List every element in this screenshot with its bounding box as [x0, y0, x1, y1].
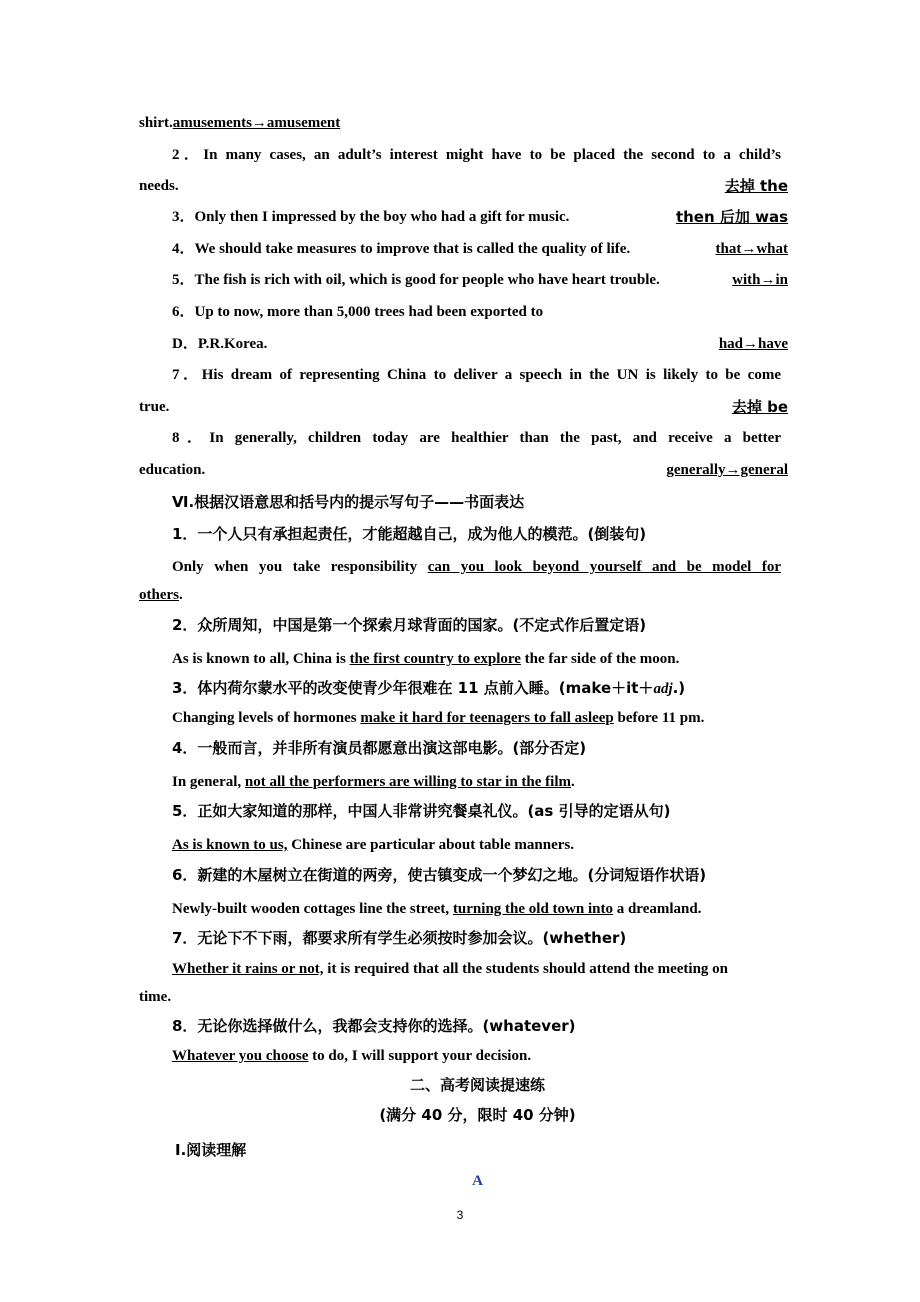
reading-section-heading: Ⅰ.阅读理解	[175, 1141, 247, 1159]
s6-prompt-6: 6．新建的木屋树立在街道的两旁，使古镇变成一个梦幻之地。(分词短语作状语)	[172, 866, 707, 884]
correction-item-4: 4．We should take measures to improve that is called the quality of life.	[172, 241, 631, 257]
s6-answer-2-blank: the first country to explore	[349, 651, 521, 667]
s6-answer-4-blank: not all the performers are willing to star in the film	[244, 774, 571, 790]
correction-answer-3: then 后加 was	[675, 208, 788, 226]
correction-item-7-cont: true.	[139, 399, 170, 415]
passage-label: A	[472, 1173, 483, 1189]
correction-item-6-cont: D．P.R.Korea.	[172, 336, 268, 352]
correction-answer-5: with→in	[732, 272, 788, 288]
correction-item-5: 5．The fish is rich with oil, which is good for people who have heart trouble.	[172, 272, 660, 288]
s6-answer-7-cont: time.	[139, 989, 172, 1005]
part2-title: 二、高考阅读提速练	[409, 1076, 545, 1094]
correction-answer-4: that→what	[715, 241, 788, 257]
s6-answer-4: In general, not all the performers are willing to star in the film.	[172, 774, 575, 790]
correction-item-2: 2．In many cases, an adult’s interest might have to be placed the second to a child’s	[172, 147, 781, 163]
correction-item-7: 7．His dream of representing China to deliver a speech in the UN is likely to be come	[172, 367, 781, 383]
s6-answer-1-blank: can you look beyond yourself and be model for	[427, 559, 781, 575]
s6-answer-3: Changing levels of hormones make it hard for teenagers to fall asleep before 11 pm.	[172, 710, 705, 726]
correction-item-6: 6．Up to now, more than 5,000 trees had been exported to	[172, 304, 544, 320]
s6-prompt-4: 4．一般而言，并非所有演员都愿意出演这部电影。(部分否定)	[172, 739, 587, 757]
correction-answer-8: generally→general	[666, 462, 788, 478]
s6-answer-1: Only when you take responsibility can you look beyond yourself and be model for	[172, 559, 781, 575]
s6-answer-8: Whatever you choose to do, I will support your decision.	[172, 1048, 532, 1064]
s6-answer-6: Newly-built wooden cottages line the street, turning the old town into a dreamland.	[172, 901, 702, 917]
s6-answer-8-blank: Whatever you choose	[172, 1048, 309, 1064]
section-6-heading: Ⅵ.根据汉语意思和括号内的提示写句子——书面表达	[172, 493, 525, 511]
s6-answer-1-cont: others.	[139, 587, 183, 603]
s6-answer-6-blank: turning the old town into	[452, 901, 613, 917]
s6-prompt-3: 3．体内荷尔蒙水平的改变使青少年很难在 11 点前入睡。(make＋it＋adj.)	[172, 679, 686, 697]
s6-prompt-8: 8．无论你选择做什么，我都会支持你的选择。(whatever)	[172, 1017, 576, 1035]
correction-item-8-cont: education.	[139, 462, 206, 478]
correction-answer-7: 去掉 be	[731, 398, 788, 416]
s6-prompt-7: 7．无论下不下雨，都要求所有学生必须按时参加会议。(whether)	[172, 929, 627, 947]
s6-prompt-2: 2．众所周知，中国是第一个探索月球背面的国家。(不定式作后置定语)	[172, 616, 647, 634]
s6-answer-7: Whether it rains or not, it is required that all the students should attend the meeting on	[172, 961, 729, 977]
correction-answer-2: 去掉 the	[724, 177, 788, 195]
part2-subtitle: (满分 40 分，限时 40 分钟)	[379, 1106, 576, 1124]
s6-prompt-1: 1．一个人只有承担起责任，才能超越自己，成为他人的模范。(倒装句)	[172, 525, 647, 543]
page-number: 3	[456, 1208, 464, 1222]
correction-item-8: 8．In generally, children today are healthier than the past, and receive a better	[172, 430, 781, 446]
s6-prompt-5: 5．正如大家知道的那样，中国人非常讲究餐桌礼仪。(as 引导的定语从句)	[172, 802, 671, 820]
s6-answer-3-blank: make it hard for teenagers to fall asleep	[360, 710, 614, 726]
s6-answer-5: As is known to us, Chinese are particular about table manners.	[172, 837, 574, 853]
s6-answer-5-blank: As is known to us,	[172, 837, 288, 853]
correction-item-2-cont: needs.	[139, 178, 179, 194]
s6-answer-7-blank: Whether it rains or not,	[172, 961, 324, 977]
correction-item-1-tail: shirt.amusements→amusement	[139, 115, 341, 131]
correction-answer-1: amusements→amusement	[172, 115, 341, 131]
correction-item-3: 3．Only then I impressed by the boy who had a gift for music.	[172, 209, 570, 225]
s6-answer-2: As is known to all, China is the first country to explore the far side of the moon.	[172, 651, 680, 667]
correction-answer-6: had→have	[718, 336, 788, 352]
